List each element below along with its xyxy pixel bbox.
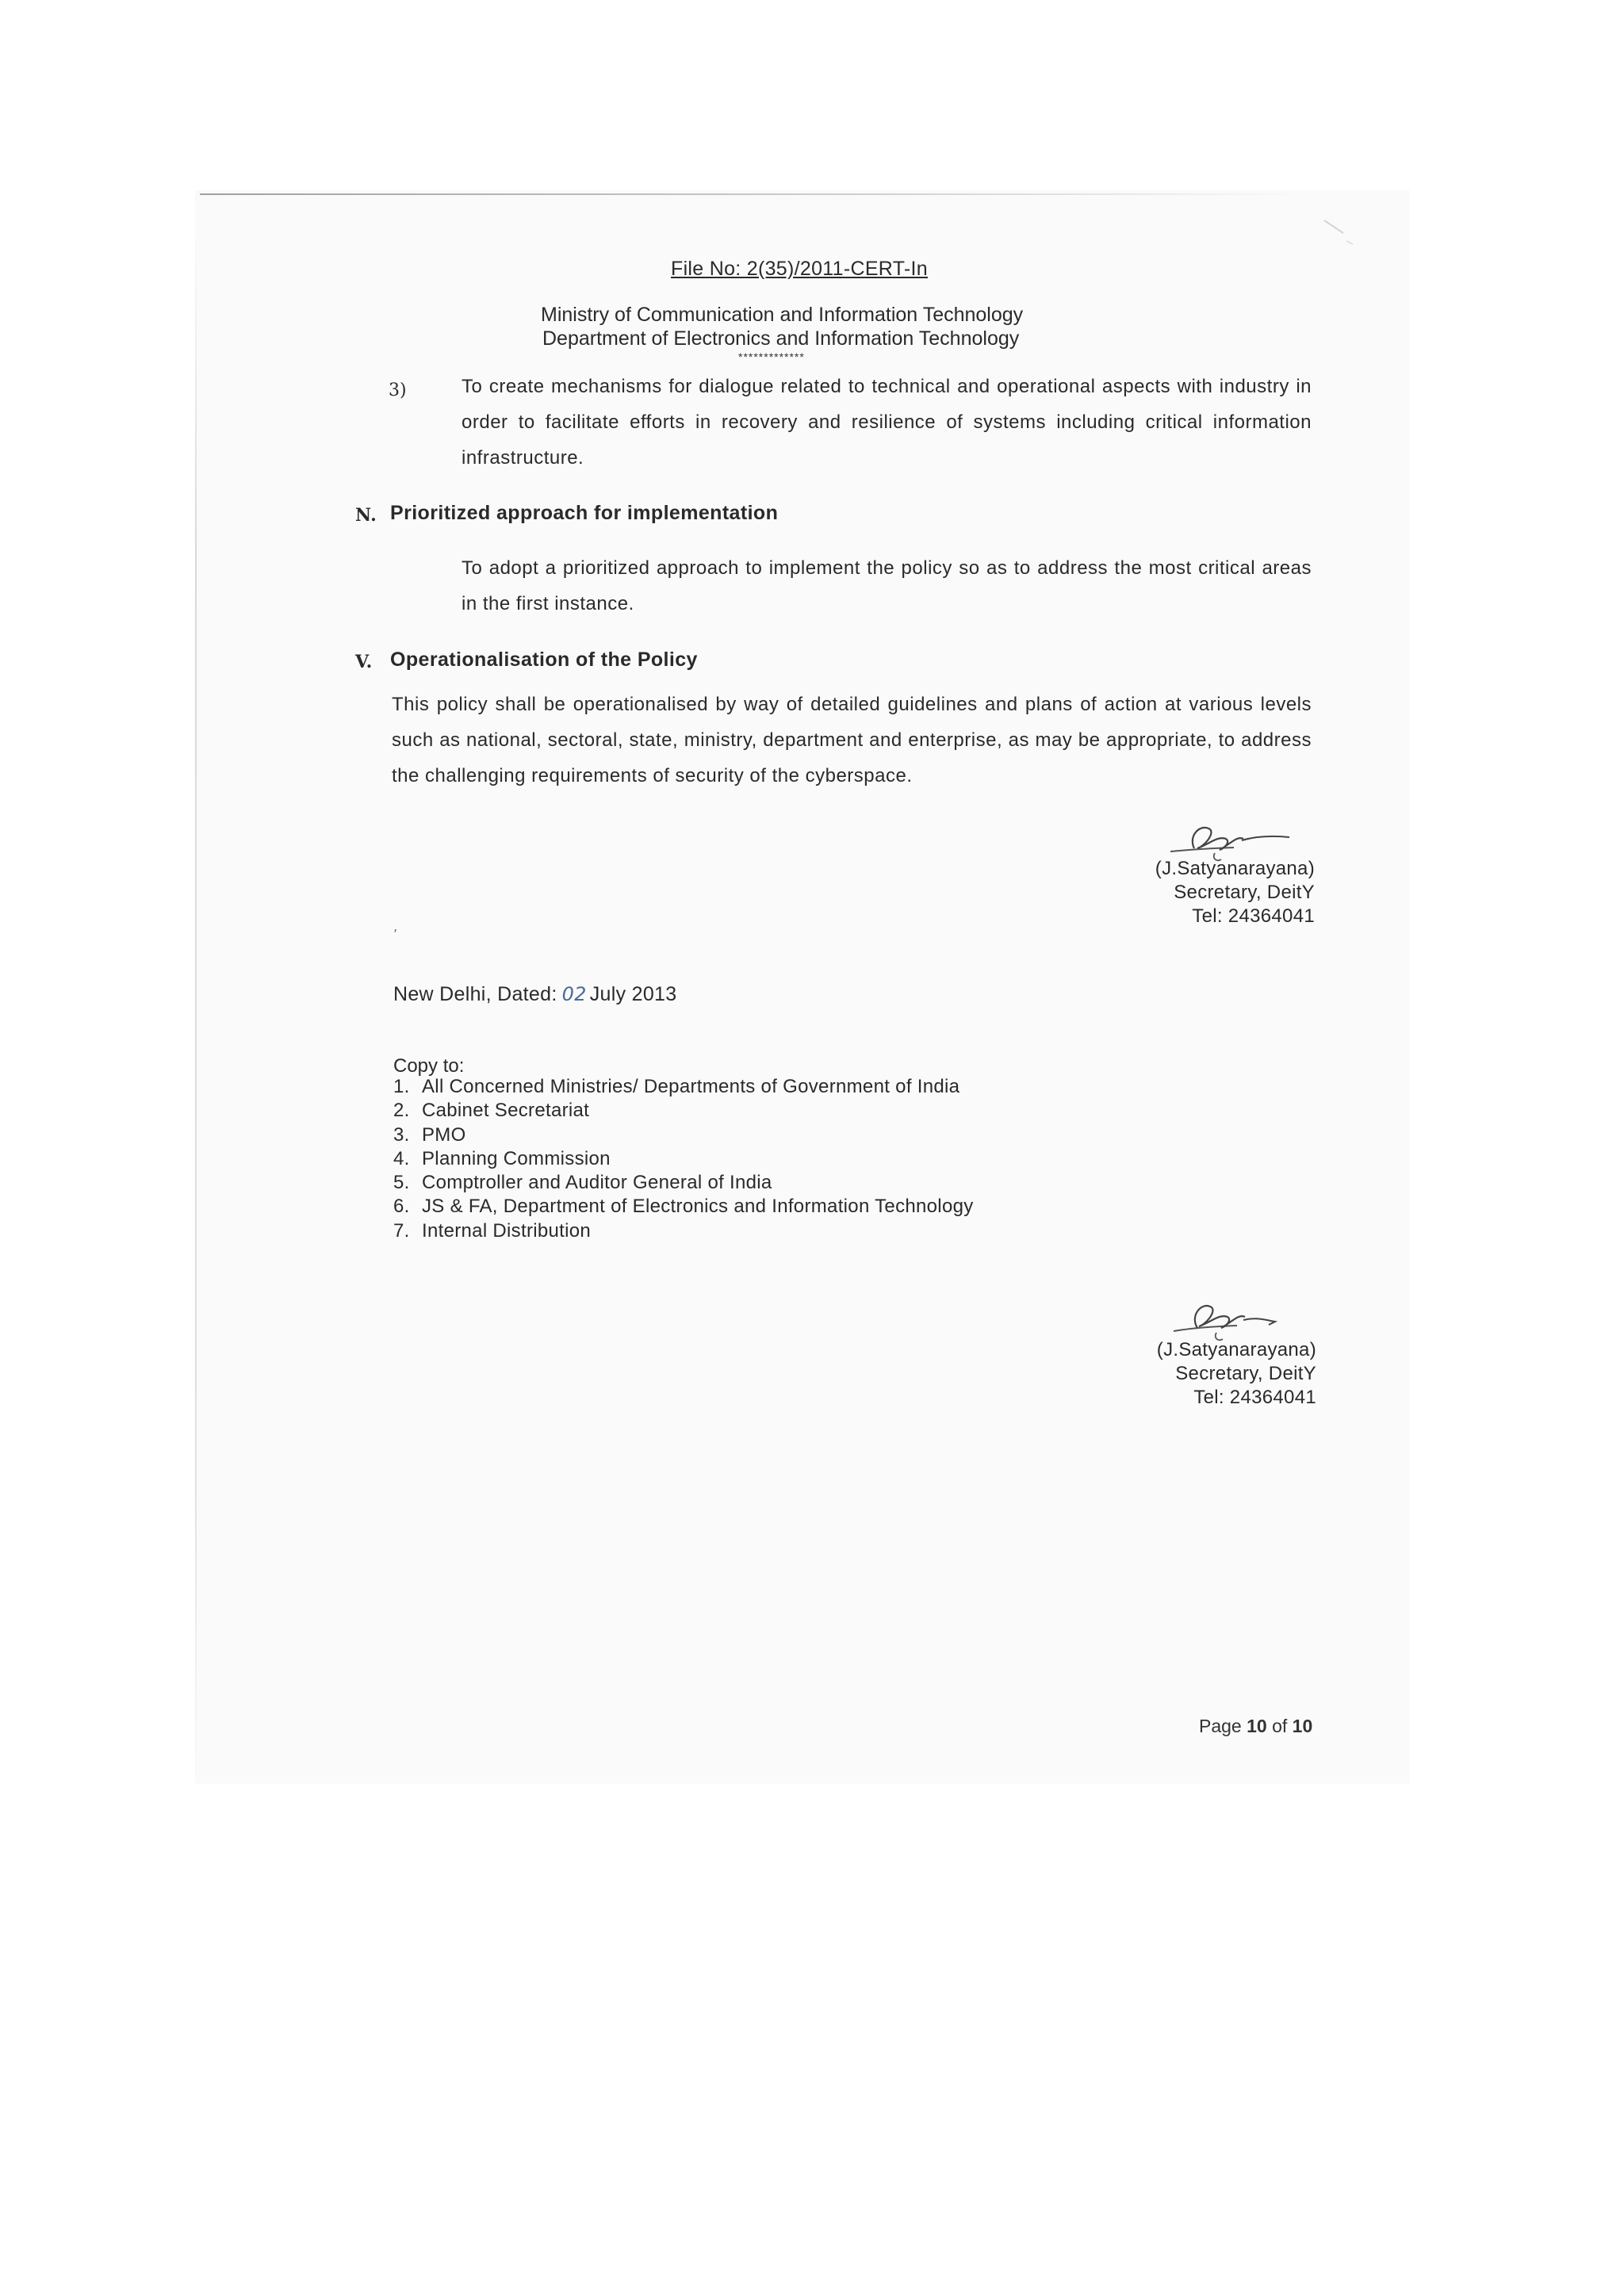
list-item-number: 7. [393, 1219, 410, 1242]
file-number: File No: 2(35)/2011-CERT-In [671, 258, 928, 280]
list-item-number: 1. [393, 1076, 410, 1097]
list-item [393, 1219, 974, 1243]
department-name: Department of Electronics and Information Technology [542, 327, 1020, 350]
list-item-text: Comptroller and Auditor General of India [422, 1172, 772, 1194]
list-item [393, 1195, 974, 1219]
section-v-text: This policy shall be operationalised by way of detailed guidelines and plans of action at various levels such as national, sectoral, state, ministry, department and enterprise, as may be appropriate, to address the challenging requirements of security of the cyberspace. [392, 694, 1312, 786]
signatory-block [1155, 857, 1315, 928]
copy-to-label: Copy to: [393, 1055, 465, 1077]
copy-to-list [393, 1075, 974, 1243]
section-n-text: To adopt a prioritized approach to implement the policy so as to address the most critical areas in the first instance. [462, 557, 1312, 614]
signatory-telephone: Tel: 24364041 [1193, 1387, 1316, 1408]
item-number: 3) [389, 381, 407, 400]
list-item-text: Internal Distribution [422, 1219, 592, 1242]
date-line [393, 983, 676, 1006]
signatory-block [1157, 1338, 1316, 1410]
signature-scribble [1139, 1288, 1305, 1345]
section-v-numeral: V. [355, 652, 373, 672]
item-3-text: To create mechanisms for dialogue related to technical and operational aspects with industry in order to facilitate efforts in recovery and resilience of systems including critical information infrastructure. [462, 376, 1312, 469]
list-item-number: 6. [393, 1196, 410, 1218]
list-item-text: Cabinet Secretariat [422, 1100, 590, 1122]
list-item-text: All Concerned Ministries/ Departments of Government of India [422, 1076, 960, 1097]
signatory-telephone: Tel: 24364041 [1192, 905, 1315, 927]
scan-top-edge [200, 193, 1310, 195]
list-item [393, 1075, 974, 1099]
page-number [1199, 1716, 1312, 1737]
list-item [393, 1147, 974, 1171]
corner-scan-mark [1323, 219, 1354, 247]
tick-mark: ′ [394, 928, 396, 941]
signatory-designation: Secretary, DeitY [1175, 1363, 1316, 1384]
header-separator: ************* [738, 350, 805, 363]
date-day-handwritten: 02 [561, 983, 587, 1005]
date-prefix: New Delhi, Dated: [393, 983, 557, 1005]
section-n-heading: Prioritized approach for implementation [390, 502, 779, 524]
signatory-name: (J.Satyanarayana) [1156, 1339, 1316, 1360]
section-v-heading: Operationalisation of the Policy [390, 649, 698, 671]
of-word: of [1272, 1716, 1288, 1736]
scan-left-edge [195, 238, 197, 1784]
list-item-number: 4. [393, 1147, 410, 1169]
section-n-numeral: N. [355, 505, 377, 526]
current-page: 10 [1247, 1716, 1267, 1736]
list-item-text: PMO [422, 1123, 466, 1146]
total-pages: 10 [1292, 1716, 1313, 1736]
date-month-year: July 2013 [589, 983, 677, 1005]
list-item-number: 2. [393, 1100, 410, 1122]
list-item-text: JS & FA, Department of Electronics and Information Technology [422, 1196, 974, 1218]
list-item [393, 1171, 974, 1195]
list-item-text: Planning Commission [422, 1147, 611, 1169]
signatory-name: (J.Satyanarayana) [1155, 858, 1315, 879]
list-item-number: 3. [393, 1123, 410, 1146]
ministry-name: Ministry of Communication and Information Technology [541, 304, 1024, 326]
signatory-designation: Secretary, DeitY [1174, 882, 1315, 903]
list-item-number: 5. [393, 1172, 410, 1194]
page-word: Page [1199, 1716, 1242, 1736]
list-item [393, 1099, 974, 1123]
list-item [393, 1123, 974, 1147]
